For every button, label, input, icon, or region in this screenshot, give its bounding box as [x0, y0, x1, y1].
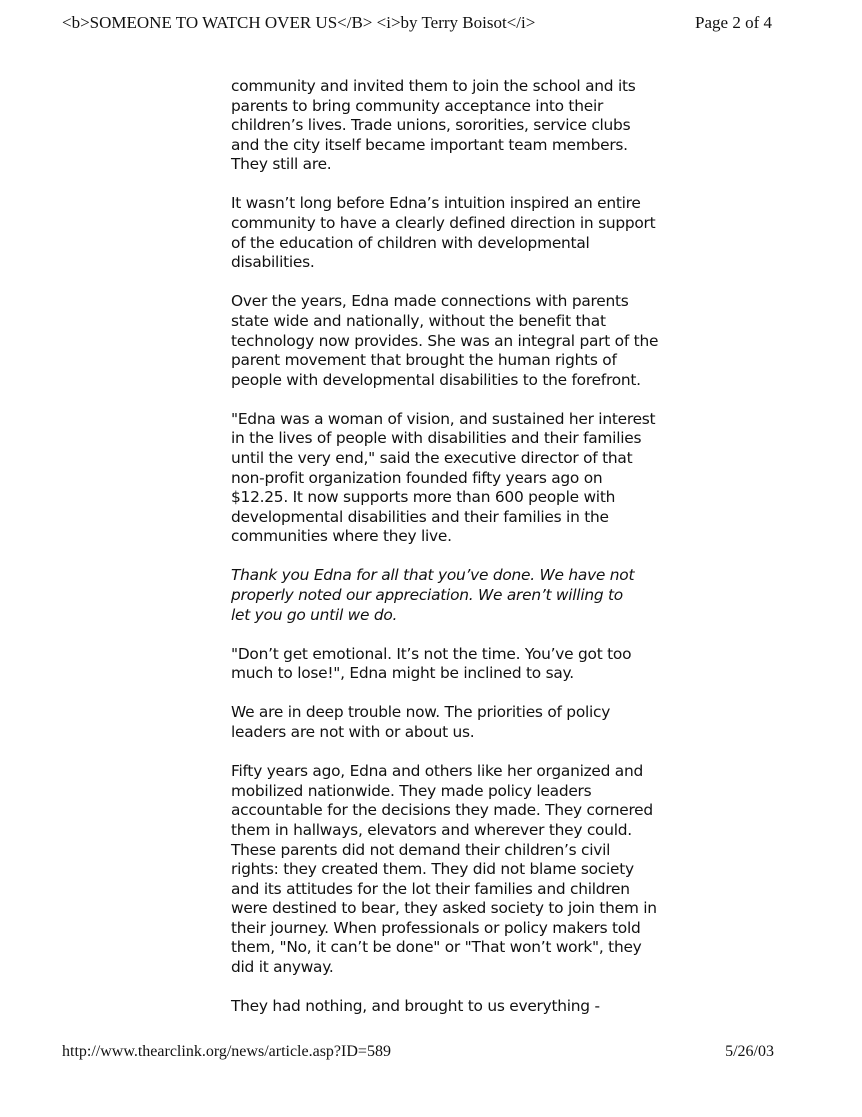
text-line: community and invited them to join the school and its — [231, 77, 636, 95]
text-line: Fifty years ago, Edna and others like her organized and — [231, 762, 644, 781]
text-line: rights: they created them. They did not blame society — [231, 860, 634, 879]
text-line: non-profit organization founded fifty years ago on — [231, 468, 603, 487]
page-number: Page 2 of 4 — [695, 13, 772, 32]
text-line: They had nothing, and brought to us everything - — [231, 997, 600, 1016]
text-line: them, "No, it can’t be done" or "That won’t work", they — [231, 938, 642, 957]
text-line: They still are. — [231, 155, 332, 174]
text-line: $12.25. It now supports more than 600 people with — [231, 488, 616, 507]
text-line: parents to bring community acceptance into their — [231, 96, 604, 115]
text-line: their journey. When professionals or policy makers told — [231, 918, 641, 937]
text-line: much to lose!", Edna might be inclined to say. — [231, 664, 574, 683]
text-line: did it anyway. — [231, 958, 334, 977]
paragraph — [231, 997, 679, 1017]
paragraph — [231, 703, 679, 742]
text-line: Over the years, Edna made connections with parents — [231, 292, 629, 311]
text-line: children’s lives. Trade unions, sororities, service clubs — [231, 116, 631, 135]
paragraph — [231, 410, 679, 547]
text-line: "Edna was a woman of vision, and sustained her interest — [231, 409, 656, 428]
text-line: mobilized nationwide. They made policy leaders — [231, 781, 592, 800]
text-line: properly noted our appreciation. We aren’t willing to — [231, 586, 623, 605]
text-line: Thank you Edna for all that you’ve done. We have not — [231, 566, 635, 585]
text-line: These parents did not demand their children’s civil — [231, 840, 611, 859]
text-line: leaders are not with or about us. — [231, 723, 475, 742]
text-line: in the lives of people with disabilities and their families — [231, 429, 642, 448]
paragraph — [231, 194, 679, 272]
paragraph — [231, 762, 679, 978]
text-line: and its attitudes for the lot their families and children — [231, 879, 630, 898]
text-line: technology now provides. She was an integral part of the — [231, 331, 659, 350]
paragraph — [231, 77, 679, 175]
paragraph — [231, 566, 679, 625]
text-line: let you go until we do. — [231, 605, 398, 624]
text-line: and the city itself became important team members. — [231, 135, 628, 154]
text-line: them in hallways, elevators and wherever they could. — [231, 820, 632, 839]
text-line: It wasn’t long before Edna’s intuition inspired an entire — [231, 194, 641, 213]
text-line: We are in deep trouble now. The priorities of policy — [231, 703, 611, 722]
text-line: state wide and nationally, without the benefit that — [231, 311, 606, 330]
text-line: "Don’t get emotional. It’s not the time. You’ve got too — [231, 644, 632, 663]
print-footer-url: http://www.thearclink.org/news/article.asp?ID=589 — [62, 1043, 391, 1060]
text-line: accountable for the decisions they made. They cornered — [231, 801, 653, 820]
print-header-title: <b>SOMEONE TO WATCH OVER US</B> <i>by Terry Boisot</i> — [62, 13, 536, 32]
paragraph — [231, 292, 679, 390]
text-line: people with developmental disabilities to the forefront. — [231, 370, 641, 389]
text-line: were destined to bear, they asked society to join them in — [231, 899, 657, 918]
text-line: community to have a clearly defined direction in support — [231, 214, 656, 233]
text-line: disabilities. — [231, 253, 315, 272]
print-footer-date: 5/26/03 — [725, 1043, 774, 1060]
text-line: communities where they live. — [231, 527, 452, 546]
text-line: parent movement that brought the human rights of — [231, 351, 617, 370]
text-line: until the very end," said the executive director of that — [231, 449, 633, 467]
paragraph — [231, 645, 679, 684]
article-body — [231, 77, 679, 1036]
text-line: developmental disabilities and their families in the — [231, 507, 609, 526]
text-line: of the education of children with developmental — [231, 233, 590, 252]
